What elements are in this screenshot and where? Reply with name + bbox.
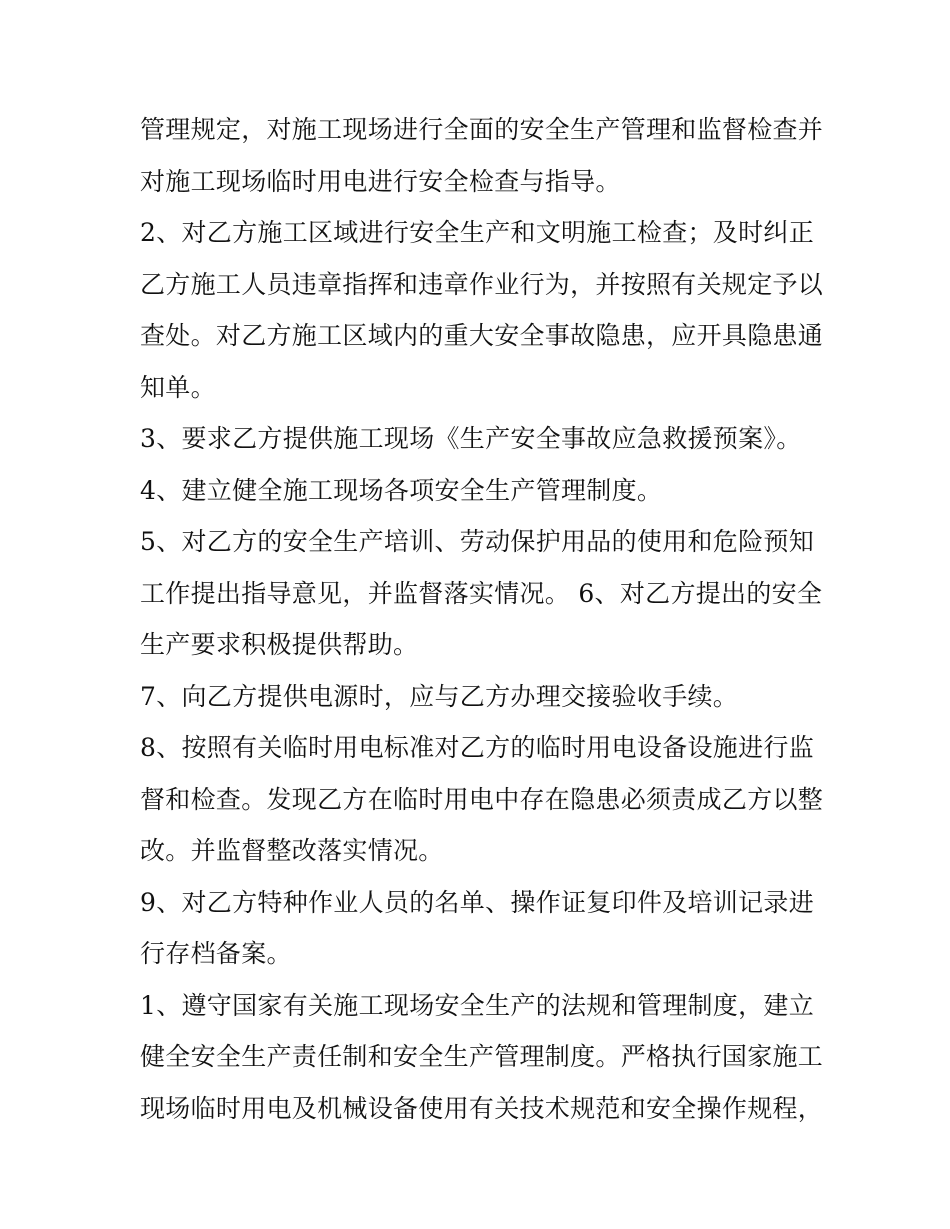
- text-line: 管理规定，对施工现场进行全面的安全生产管理和监督检查并: [140, 115, 824, 144]
- text-line: 健全安全生产责任制和安全生产管理制度。严格执行国家施工: [140, 1042, 824, 1071]
- text-line: 知单。: [140, 372, 216, 402]
- text-line: 2、对乙方施工区域进行安全生产和文明施工检查；及时纠正: [140, 218, 815, 247]
- text-line: 改。并监督整改落实情况。: [140, 836, 444, 865]
- text-line: 1、遵守国家有关施工现场安全生产的法规和管理制度，建立: [140, 990, 815, 1020]
- text-line: 对施工现场临时用电进行安全检查与指导。: [140, 166, 621, 196]
- text-line: 行存档备案。: [140, 939, 292, 968]
- text-line: 9、对乙方特种作业人员的名单、操作证复印件及培训记录进: [140, 887, 815, 917]
- text-line: 督和检查。发现乙方在临时用电中存在隐患必须责成乙方以整: [140, 784, 824, 814]
- text-line: 4、建立健全施工现场各项安全生产管理制度。: [140, 475, 663, 505]
- text-line: 7、向乙方提供电源时，应与乙方办理交接验收手续。: [140, 681, 739, 711]
- text-line: 8、按照有关临时用电标准对乙方的临时用电设备设施进行监: [140, 733, 815, 762]
- text-line: 5、对乙方的安全生产培训、劳动保护用品的使用和危险预知: [140, 527, 815, 556]
- text-line: 乙方施工人员违章指挥和违章作业行为，并按照有关规定予以: [140, 269, 824, 299]
- text-line: 现场临时用电及机械设备使用有关技术规范和安全操作规程，: [140, 1093, 824, 1123]
- text-line: 3、要求乙方提供施工现场《生产安全事故应急救援预案》。: [140, 424, 802, 453]
- text-line: 查处。对乙方施工区域内的重大安全事故隐患，应开具隐患通: [140, 321, 824, 350]
- text-line: 生产要求积极提供帮助。: [140, 630, 419, 659]
- text-line: 工作提出指导意见，并监督落实情况。 6、对乙方提出的安全: [140, 578, 823, 608]
- document-body: [140, 104, 824, 1134]
